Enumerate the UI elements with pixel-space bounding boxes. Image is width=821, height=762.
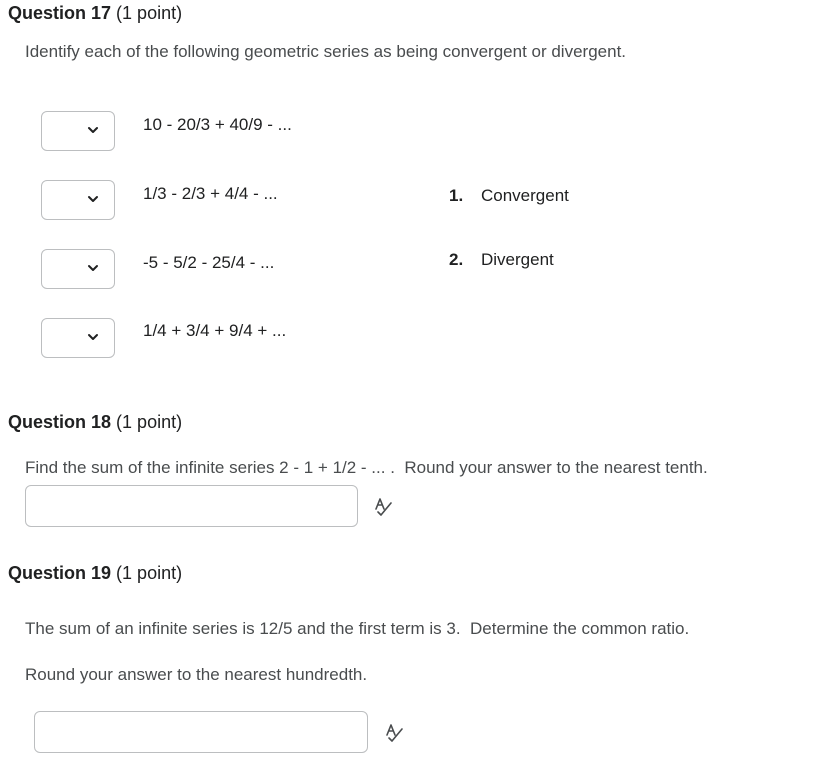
question-19-answer-input[interactable] [34,711,368,753]
answer-choice-1 [449,186,569,206]
answer-choice-2 [449,250,554,270]
answer-choice-number: 1. [449,186,464,205]
series-1: 10 - 20/3 + 40/9 - ... [143,115,292,134]
chevron-down-icon [86,330,100,344]
question-17-points: (1 point) [116,3,183,23]
question-19-heading [8,563,182,584]
question-17-heading [8,3,182,24]
series-2: 1/3 - 2/3 + 4/4 - ... [143,184,278,203]
chevron-down-icon [86,123,100,137]
spellcheck-icon[interactable] [372,495,394,517]
question-19-prompt: The sum of an infinite series is 12/5 and the first term is 3. Determine the common ratio. [25,619,690,638]
series-4: 1/4 + 3/4 + 9/4 + ... [143,321,287,340]
question-17-prompt: Identify each of the following geometric series as being convergent or divergent. [25,42,627,61]
question-19-rounding-instruction: Round your answer to the nearest hundredth. [25,665,368,684]
match-select-4[interactable] [41,318,115,358]
match-select-3[interactable] [41,249,115,289]
question-19-number: Question 19 [8,563,112,583]
match-select-1[interactable] [41,111,115,151]
question-18-heading [8,412,182,433]
answer-choice-label: Divergent [481,250,554,269]
match-select-2[interactable] [41,180,115,220]
series-3: -5 - 5/2 - 25/4 - ... [143,253,275,272]
chevron-down-icon [86,261,100,275]
answer-choice-label: Convergent [481,186,569,205]
spellcheck-icon[interactable] [383,721,405,743]
question-17-number: Question 17 [8,3,112,23]
question-18-answer-input[interactable] [25,485,358,527]
question-18-prompt: Find the sum of the infinite series 2 - 1 + 1/2 - ... . Round your answer to the nearest tenth. [25,458,708,477]
answer-choice-number: 2. [449,250,464,269]
question-18-points: (1 point) [116,412,183,432]
question-18-number: Question 18 [8,412,112,432]
chevron-down-icon [86,192,100,206]
question-19-points: (1 point) [116,563,183,583]
